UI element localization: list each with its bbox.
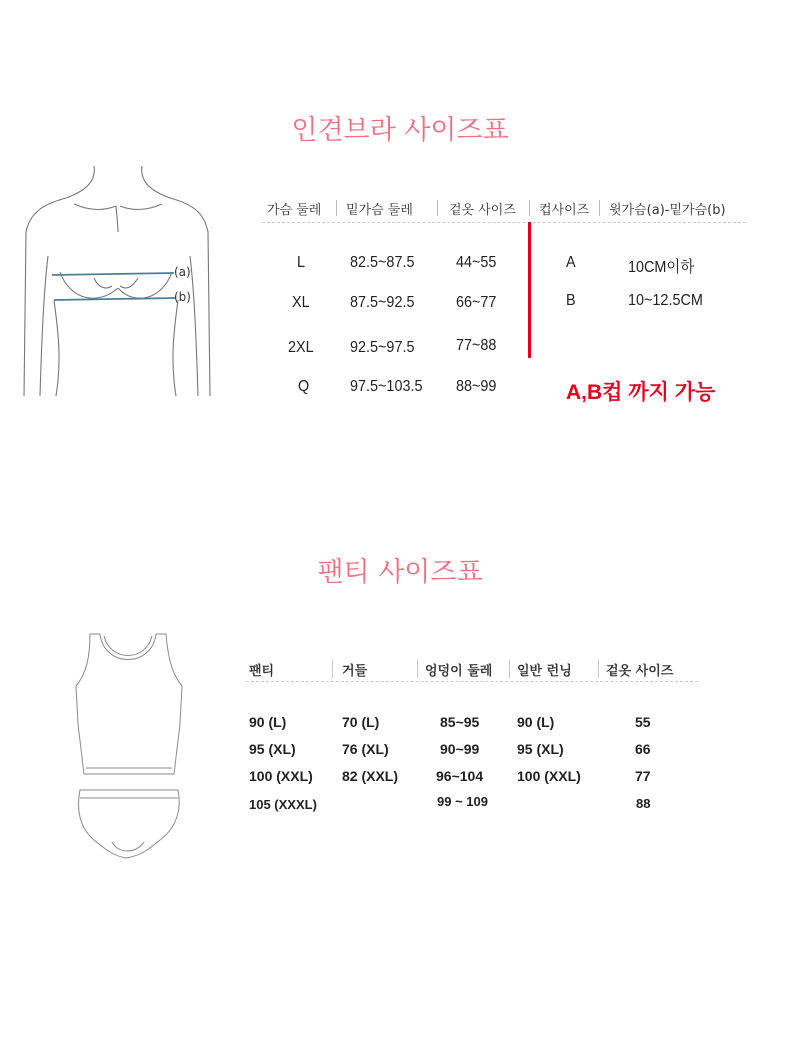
header-hip: 엉덩이 둘레 [425,664,493,679]
cup-a: A [566,254,576,271]
torso-measurement-illustration [14,160,214,400]
label-a: (a) [174,265,191,279]
header-divider [417,660,418,678]
under-bust-line [54,298,176,300]
bra-size-chart-title: 인견브라 사이즈표 [291,115,509,146]
header-divider [336,200,337,216]
row-xxl-panty: 100 (XXL) [249,768,313,784]
row-xl-size: XL [292,294,310,311]
row-xxl-outer: 77 [635,768,651,784]
header-running: 일반 런닝 [517,664,572,679]
row-2xl-size: 2XL [288,339,314,356]
row-xxl-running: 100 (XXL) [517,768,581,784]
row-xl-outer: 66 [635,741,651,757]
header-divider [598,660,599,678]
header-underline [246,681,698,682]
row-xl-underbust: 87.5~92.5 [350,294,415,311]
header-girdle: 거들 [342,664,368,679]
row-xxl-girdle: 82 (XXL) [342,768,399,784]
cup-availability-note: A,B컵 까지 가능 [566,381,716,404]
row-2xl-outer: 77~88 [456,337,497,354]
row-l-girdle: 70 (L) [342,714,380,730]
row-q-underbust: 97.5~103.5 [350,378,423,395]
row-xl-running: 95 (XL) [517,741,564,757]
header-underline [262,222,746,223]
row-l-hip: 85~95 [440,714,480,730]
row-l-size: L [297,254,306,271]
row-xl-outer: 66~77 [456,294,497,311]
row-xl-girdle: 76 (XL) [342,741,389,757]
header-outer-size: 겉옷 사이즈 [449,203,516,218]
tank-and-panty-illustration [64,628,194,868]
row-q-size: Q [298,378,310,395]
row-l-running: 90 (L) [517,714,555,730]
row-2xl-underbust: 92.5~97.5 [350,339,415,356]
header-divider [332,660,333,678]
header-divider [529,200,530,216]
header-cup-size: 컵사이즈 [539,203,590,218]
cup-a-diff: 10CM이하 [628,259,695,276]
red-divider-bar [528,222,531,358]
header-divider [437,200,438,216]
row-q-outer: 88~99 [456,378,497,395]
cup-b-diff: 10~12.5CM [628,292,703,309]
row-l-outer: 55 [635,714,651,730]
row-xxxl-hip: 99 ~ 109 [437,794,488,809]
row-l-underbust: 82.5~87.5 [350,254,415,271]
header-underbust: 밑가슴 둘레 [346,203,413,218]
row-xxxl-panty: 105 (XXXL) [249,797,317,812]
row-xxxl-outer: 88 [636,796,651,811]
label-b: (b) [174,290,191,304]
upper-bust-line [52,273,174,275]
panty-size-chart-title: 팬티 사이즈표 [317,557,483,588]
cup-b: B [566,292,576,309]
header-divider [509,660,510,678]
header-chest: 가슴 둘레 [267,203,322,218]
row-xl-panty: 95 (XL) [249,741,296,757]
row-l-outer: 44~55 [456,254,497,271]
row-xl-hip: 90~99 [440,741,480,757]
row-xxl-hip: 96~104 [436,768,484,784]
header-divider [599,200,600,216]
row-l-panty: 90 (L) [249,714,287,730]
header-outer-size: 겉옷 사이즈 [606,664,674,679]
header-panty: 팬티 [249,664,275,679]
header-bust-diff: 윗가슴(a)-밑가슴(b) [609,203,726,218]
